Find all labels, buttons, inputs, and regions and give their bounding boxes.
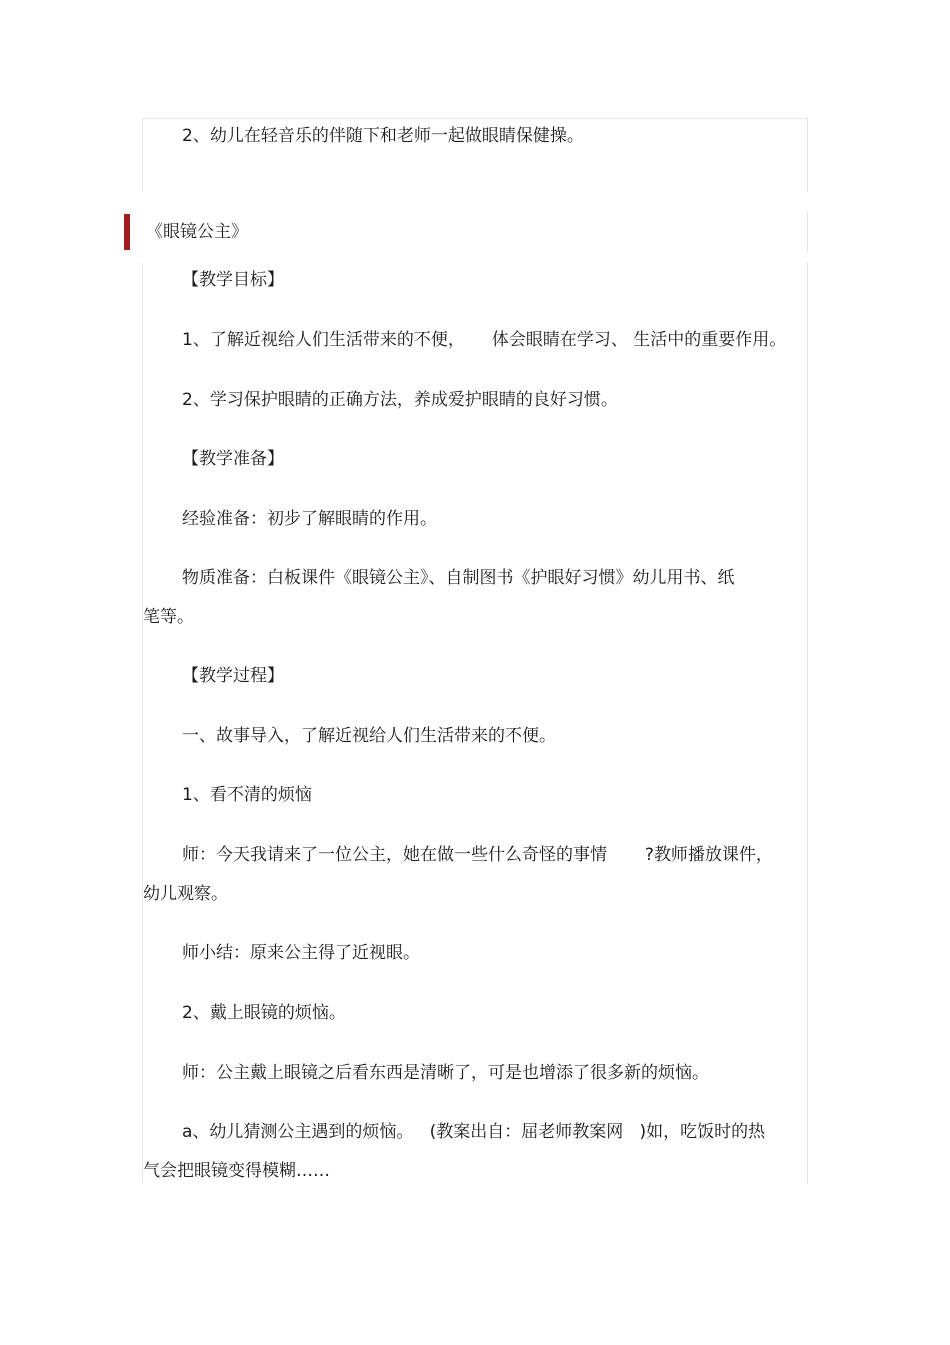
process-heading: 【教学过程】: [182, 666, 284, 686]
guess-line2: 气会把眼镜变得模糊……: [143, 1161, 330, 1181]
article-title: 《眼镜公主》: [146, 222, 248, 242]
title-accent-bar: [124, 214, 130, 250]
teacher-1-line2: 幼儿观察。: [143, 884, 228, 904]
step-1-1: 1、看不清的烦恼: [182, 785, 312, 805]
step-1: 一、故事导入，了解近视给人们生活带来的不便。: [182, 726, 556, 746]
teacher-1-line1: 师：今天我请来了一位公主，她在做一些什么奇怪的事情 ?教师播放课件，: [182, 845, 773, 865]
goal-2: 2、学习保护眼睛的正确方法，养成爱护眼睛的良好习惯。: [182, 390, 618, 410]
prep-experience: 经验准备：初步了解眼睛的作用。: [182, 509, 437, 529]
step-1-2: 2、戴上眼镜的烦恼。: [182, 1003, 346, 1023]
guess-line1: a、幼儿猜测公主遇到的烦恼。 (教案出自：屈老师教案网 )如，吃饭时的热: [182, 1122, 766, 1142]
goal-1: 1、了解近视给人们生活带来的不便， 体会眼睛在学习、 生活中的重要作用。: [182, 330, 787, 350]
top-section-line: 2、幼儿在轻音乐的伴随下和老师一起做眼睛保健操。: [182, 126, 584, 146]
teacher-2: 师：公主戴上眼镜之后看东西是清晰了，可是也增添了很多新的烦恼。: [182, 1063, 709, 1083]
prep-heading: 【教学准备】: [182, 449, 284, 469]
teacher-summary: 师小结：原来公主得了近视眼。: [182, 943, 420, 963]
prep-material-line1: 物质准备：白板课件《眼镜公主》、自制图书《护眼好习惯》幼儿用书、纸: [182, 568, 735, 588]
prep-material-line2: 笔等。: [143, 607, 194, 627]
goals-heading: 【教学目标】: [182, 270, 284, 290]
